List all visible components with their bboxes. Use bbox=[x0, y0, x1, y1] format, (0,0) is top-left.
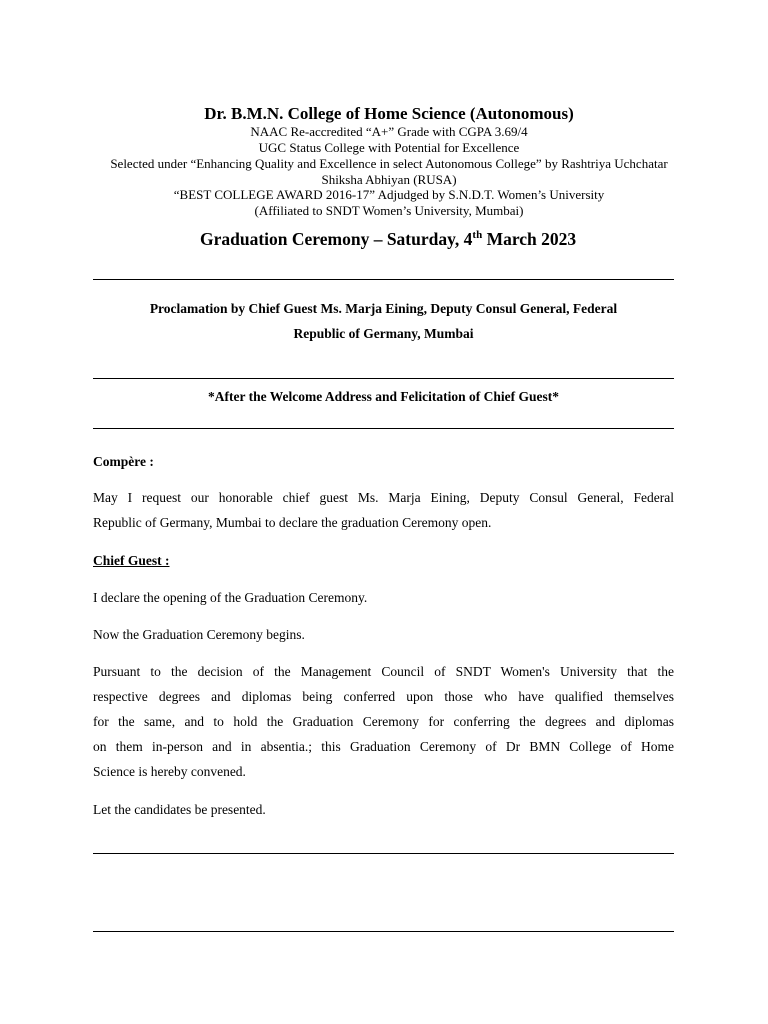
pursuant-line-1: Pursuant to the decision of the Management Council of SNDT Women's University that the bbox=[93, 664, 674, 679]
ceremony-title-superscript: th bbox=[472, 229, 483, 242]
chief-guest-label: Chief Guest : bbox=[93, 553, 170, 568]
candidates-text: Let the candidates be presented. bbox=[93, 802, 266, 817]
compere-label: Compère : bbox=[93, 454, 154, 469]
pursuant-line-4: on them in-person and in absentia.; this Graduation Ceremony of Dr BMN College of Home bbox=[93, 739, 674, 754]
declare-text: I declare the opening of the Graduation Ceremony. bbox=[93, 590, 368, 605]
divider-3 bbox=[93, 428, 674, 429]
pursuant-line-3: for the same, and to hold the Graduation Ceremony for conferring the degrees and diplomas bbox=[93, 714, 674, 729]
affiliation-line: (Affiliated to SNDT Women’s University, Mumbai) bbox=[254, 203, 524, 218]
proclamation-line-1: Proclamation by Chief Guest Ms. Marja Eining, Deputy Consul General, Federal bbox=[149, 301, 618, 316]
compere-text-line-1: May I request our honorable chief guest Ms. Marja Eining, Deputy Consul General, Federal bbox=[93, 490, 674, 505]
pursuant-line-2: respective degrees and diplomas being conferred upon those who have qualified themselves bbox=[93, 689, 674, 704]
accreditation-line: NAAC Re-accredited “A+” Grade with CGPA 3.69/4 bbox=[250, 124, 528, 139]
ugc-status-line: UGC Status College with Potential for Excellence bbox=[258, 140, 520, 155]
rusa-line-2: Shiksha Abhiyan (RUSA) bbox=[321, 172, 457, 187]
begins-text: Now the Graduation Ceremony begins. bbox=[93, 627, 305, 642]
college-name: Dr. B.M.N. College of Home Science (Autonomous) bbox=[204, 104, 574, 123]
ceremony-title-prefix: Graduation Ceremony – Saturday, 4 bbox=[200, 229, 473, 249]
instruction-text: *After the Welcome Address and Felicitation of Chief Guest* bbox=[208, 389, 559, 404]
ceremony-title bbox=[200, 229, 576, 250]
proclamation-line-2: Republic of Germany, Mumbai bbox=[293, 326, 474, 341]
rusa-line-1: Selected under “Enhancing Quality and Excellence in select Autonomous College” by Rashtriya Uchchatar bbox=[110, 156, 668, 171]
divider-5 bbox=[93, 931, 674, 932]
divider-1 bbox=[93, 279, 674, 280]
pursuant-line-5: Science is hereby convened. bbox=[93, 764, 246, 779]
divider-4 bbox=[93, 853, 674, 854]
compere-text bbox=[93, 485, 674, 535]
ceremony-title-suffix: March 2023 bbox=[482, 229, 577, 249]
pursuant-paragraph bbox=[93, 659, 674, 784]
divider-2 bbox=[93, 378, 674, 379]
compere-text-line-2: Republic of Germany, Mumbai to declare the graduation Ceremony open. bbox=[93, 515, 492, 530]
award-line: “BEST COLLEGE AWARD 2016-17” Adjudged by S.N.D.T. Women’s University bbox=[173, 187, 605, 202]
